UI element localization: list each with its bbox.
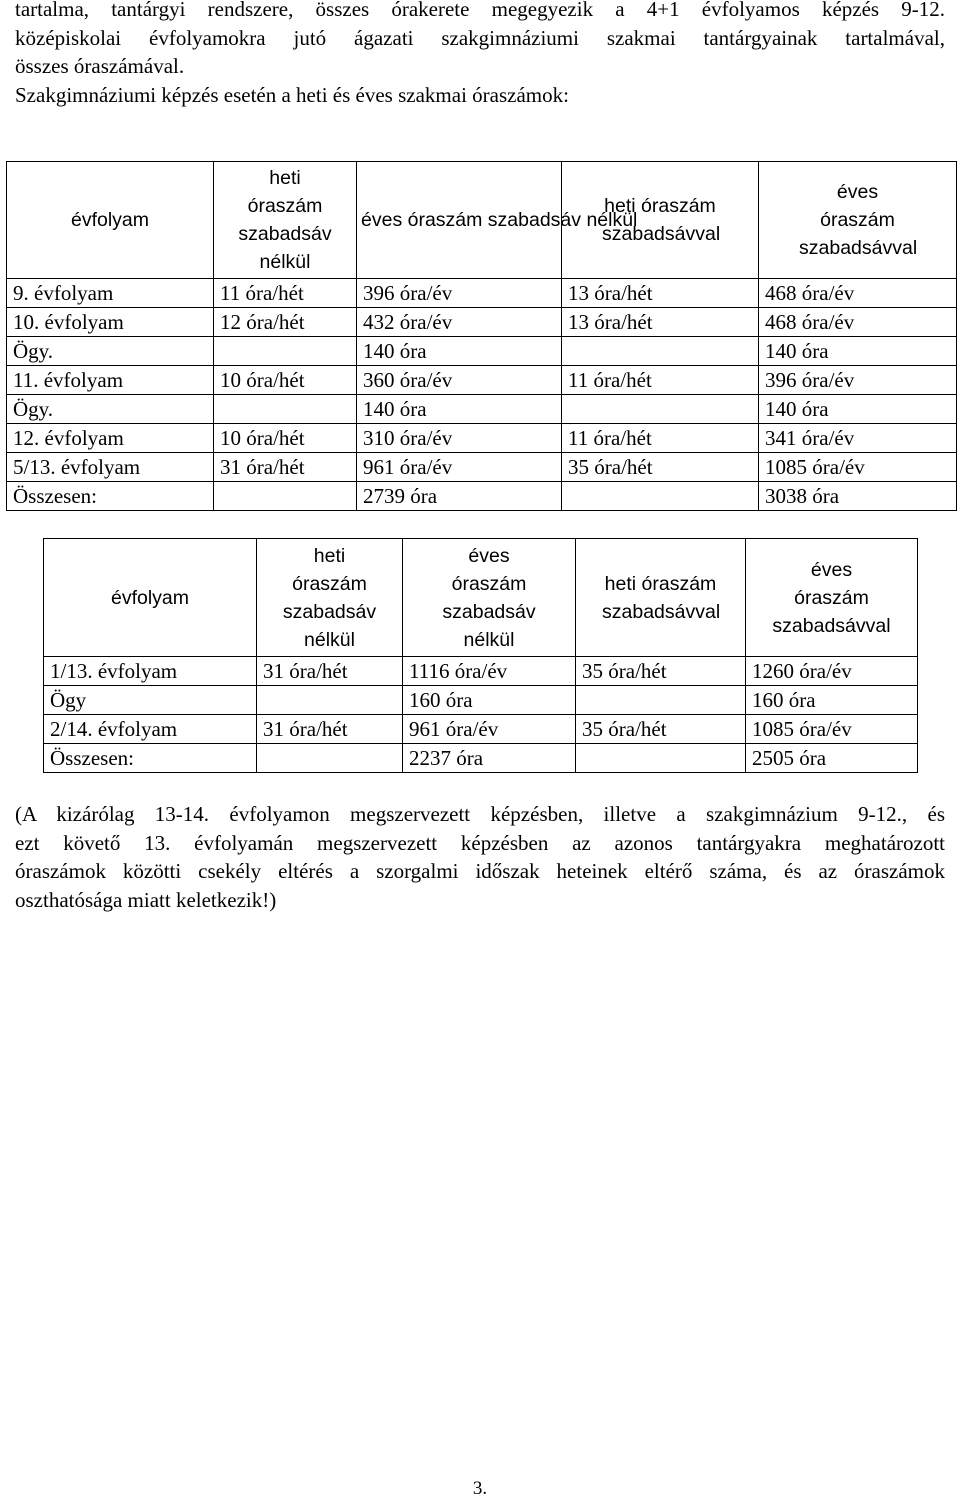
table-cell: 35 óra/hét [562,453,759,482]
table-cell: Ögy [44,686,257,715]
table-cell: 13 óra/hét [562,279,759,308]
table-cell: 11 óra/hét [214,279,357,308]
table-cell: 1085 óra/év [759,453,957,482]
intro-line: Szakgimnáziumi képzés esetén a heti és éves szakmai óraszámok: [15,82,569,107]
table-row [7,279,957,308]
table-cell [562,337,759,366]
table-cell: 31 óra/hét [257,657,403,686]
table-cell: 12. évfolyam [7,424,214,453]
table-cell [214,337,357,366]
table-row [7,395,957,424]
table-cell [562,395,759,424]
table-row [7,366,957,395]
table-cell: Összesen: [7,482,214,511]
table-cell [214,395,357,424]
note-line: ezt követő 13. évfolyamán megszervezett képzésben az azonos tantárgyakra meghatározott [15,830,945,855]
table-cell: 1260 óra/év [746,657,918,686]
table-cell: 140 óra [357,337,562,366]
intro-paragraph [15,0,945,109]
table-cell: 10 óra/hét [214,366,357,395]
page-number: 3. [472,1478,488,1499]
table-cell: 3038 óra [759,482,957,511]
table-cell: 2505 óra [746,744,918,773]
table-cell: 10. évfolyam [7,308,214,337]
table-cell: 12 óra/hét [214,308,357,337]
table-row [44,686,918,715]
header-cell: heti óraszám szabadsáv nélkül [214,162,357,279]
table-cell: 160 óra [403,686,576,715]
table-cell: 140 óra [759,395,957,424]
table-cell: 468 óra/év [759,279,957,308]
header-cell: évfolyam [44,539,257,657]
table-row [44,657,918,686]
table-cell: 5/13. évfolyam [7,453,214,482]
table-cell [257,744,403,773]
table-cell: 11 óra/hét [562,366,759,395]
table-cell: 961 óra/év [403,715,576,744]
table-cell: 9. évfolyam [7,279,214,308]
table-cell: 35 óra/hét [576,715,746,744]
table-cell [257,686,403,715]
table-row [44,715,918,744]
header-cell: heti óraszám szabadsávval [576,539,746,657]
table-row [7,482,957,511]
note-paragraph [15,800,945,914]
table-cell: 13 óra/hét [562,308,759,337]
note-line: oszthatósága miatt keletkezik!) [15,887,277,912]
table-cell: 961 óra/év [357,453,562,482]
table-cell: 1085 óra/év [746,715,918,744]
table-cell: 140 óra [357,395,562,424]
intro-line: középiskolai évfolyamokra jutó ágazati szakgimnáziumi szakmai tantárgyainak tartalmával, [15,25,945,50]
table-header-row [44,539,918,657]
header-cell: éves óraszám szabadsáv nélkül [403,539,576,657]
table-cell: 432 óra/év [357,308,562,337]
table-cell: 360 óra/év [357,366,562,395]
table-cell: 160 óra [746,686,918,715]
table-cell: 468 óra/év [759,308,957,337]
header-cell: éves óraszám szabadsáv nélkül [357,162,562,279]
header-cell: éves óraszám szabadsávval [759,162,957,279]
header-cell: éves óraszám szabadsávval [746,539,918,657]
intro-line: összes óraszámával. [15,54,185,78]
table-cell: 140 óra [759,337,957,366]
table-cell: 310 óra/év [357,424,562,453]
table-row [7,453,957,482]
intro-line: tartalma, tantárgyi rendszere, összes órakerete megegyezik a 4+1 évfolyamos képzés 9-12. [15,0,945,21]
table-cell: 31 óra/hét [257,715,403,744]
table-cell: 1116 óra/év [403,657,576,686]
table-cell: 2237 óra [403,744,576,773]
table-cell [576,686,746,715]
table-cell: Ögy. [7,337,214,366]
table-cell: 2739 óra [357,482,562,511]
table-row [44,744,918,773]
table-cell: 396 óra/év [357,279,562,308]
table-cell: Összesen: [44,744,257,773]
table-body [44,657,918,773]
table-cell: 2/14. évfolyam [44,715,257,744]
header-cell: heti óraszám szabadsáv nélkül [257,539,403,657]
header-cell: heti óraszám szabadsávval [562,162,759,279]
table-cell [576,744,746,773]
header-cell: évfolyam [7,162,214,279]
table-cell: 31 óra/hét [214,453,357,482]
table-cell: 1/13. évfolyam [44,657,257,686]
table-cell [562,482,759,511]
table-cell [214,482,357,511]
table-cell: 11 óra/hét [562,424,759,453]
table-row [7,424,957,453]
final-years-hours-table [43,538,918,773]
table-cell: 341 óra/év [759,424,957,453]
note-line: óraszámok közötti csekély eltérés a szorgalmi időszak heteinek eltérő száma, és az óraszámok [15,859,945,883]
table-cell: 11. évfolyam [7,366,214,395]
note-line: (A kizárólag 13-14. évfolyamon megszervezett képzésben, illetve a szakgimnázium 9-12., és [15,802,945,826]
weekly-yearly-hours-table [6,161,957,511]
table-header-row [7,162,957,279]
table-body [7,279,957,511]
table-cell: 10 óra/hét [214,424,357,453]
table-row [7,337,957,366]
table-cell: 35 óra/hét [576,657,746,686]
table-cell: 396 óra/év [759,366,957,395]
table-row [7,308,957,337]
table-cell: Ögy. [7,395,214,424]
